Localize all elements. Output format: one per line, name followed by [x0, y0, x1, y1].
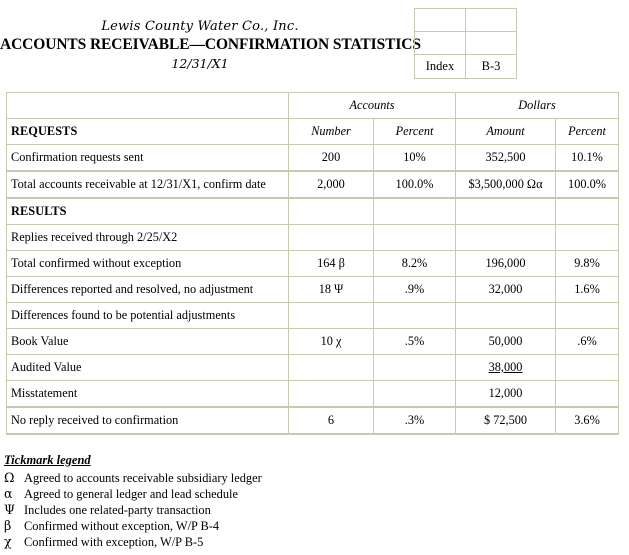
index-box-cell-3[interactable]	[415, 32, 466, 55]
row-dollars-percent	[556, 303, 619, 329]
table-row	[7, 355, 619, 381]
column-header-dollars-amount: Amount	[456, 119, 556, 145]
legend-entry	[4, 470, 424, 486]
table-row	[7, 171, 619, 198]
section-header-results: RESULTS	[7, 198, 289, 225]
row-accounts-number	[289, 381, 374, 408]
row-dollars-amount: 352,500	[456, 145, 556, 172]
index-value: B-3	[466, 55, 517, 79]
index-reference-box	[414, 8, 517, 79]
omega-tickmark-icon: Ω	[4, 470, 15, 485]
row-accounts-number	[289, 225, 374, 251]
table-row	[7, 198, 619, 225]
row-label: Total confirmed without exception	[7, 251, 289, 277]
row-accounts-number: 6	[289, 407, 374, 434]
row-dollars-amount: 196,000	[456, 251, 556, 277]
table-row	[7, 277, 619, 303]
document-date: 12/31/X1	[171, 56, 229, 71]
tickmark-legend-title: Tickmark legend	[4, 453, 91, 467]
table-row	[7, 303, 619, 329]
row-dollars-percent	[556, 381, 619, 408]
row-label: Differences found to be potential adjustments	[7, 303, 289, 329]
tickmark-legend	[4, 452, 424, 550]
psi-tickmark-icon: Ψ	[4, 502, 16, 517]
title-block	[0, 0, 421, 73]
row-accounts-number: 18 Ψ	[289, 277, 374, 303]
confirmation-statistics-table	[6, 92, 619, 435]
row-label: Replies received through 2/25/X2	[7, 225, 289, 251]
row-accounts-number	[289, 303, 374, 329]
row-dollars-amount: 38,000	[456, 355, 556, 381]
row-accounts-percent	[374, 225, 456, 251]
index-label: Index	[415, 55, 466, 79]
table-row	[7, 381, 619, 408]
table-row	[7, 225, 619, 251]
row-accounts-percent: 10%	[374, 145, 456, 172]
row-dollars-percent: 10.1%	[556, 145, 619, 172]
row-dollars-percent	[556, 225, 619, 251]
legend-entry-text: Agreed to accounts receivable subsidiary ledger	[24, 471, 262, 485]
row-accounts-number	[289, 198, 374, 225]
row-accounts-number: 200	[289, 145, 374, 172]
row-accounts-percent: .5%	[374, 329, 456, 355]
table-row	[7, 145, 619, 172]
row-accounts-percent: 100.0%	[374, 171, 456, 198]
company-name: Lewis County Water Co., Inc.	[101, 19, 299, 34]
row-label: No reply received to confirmation	[7, 407, 289, 434]
table-row	[7, 329, 619, 355]
beta-tickmark-icon: β	[4, 518, 12, 533]
table-column-header-row	[7, 119, 619, 145]
row-dollars-amount	[456, 198, 556, 225]
column-header-accounts-percent: Percent	[374, 119, 456, 145]
legend-entry-text: Confirmed with exception, W/P B-5	[24, 535, 204, 549]
row-label: Audited Value	[7, 355, 289, 381]
legend-entry	[4, 502, 424, 518]
row-accounts-percent: .3%	[374, 407, 456, 434]
row-dollars-amount: $ 72,500	[456, 407, 556, 434]
row-label: Confirmation requests sent	[7, 145, 289, 172]
index-box-cell-1[interactable]	[415, 9, 466, 32]
row-accounts-number: 10 χ	[289, 329, 374, 355]
row-dollars-amount: 12,000	[456, 381, 556, 408]
group-header-accounts: Accounts	[289, 93, 456, 119]
row-accounts-percent: 8.2%	[374, 251, 456, 277]
row-label: Misstatement	[7, 381, 289, 408]
group-header-blank	[7, 93, 289, 119]
row-dollars-percent: 100.0%	[556, 171, 619, 198]
row-dollars-amount	[456, 225, 556, 251]
legend-entry	[4, 534, 424, 550]
index-box-cell-4[interactable]	[466, 32, 517, 55]
alpha-tickmark-icon: α	[4, 486, 13, 501]
column-header-dollars-percent: Percent	[556, 119, 619, 145]
row-accounts-percent	[374, 381, 456, 408]
row-dollars-amount: $3,500,000 Ωα	[456, 171, 556, 198]
chi-tickmark-icon: χ	[4, 534, 12, 549]
row-accounts-percent	[374, 198, 456, 225]
row-dollars-percent: 3.6%	[556, 407, 619, 434]
document-title: ACCOUNTS RECEIVABLE—CONFIRMATION STATISTICS	[0, 36, 421, 53]
row-dollars-percent: 9.8%	[556, 251, 619, 277]
row-label: Book Value	[7, 329, 289, 355]
row-accounts-percent	[374, 355, 456, 381]
table-row	[7, 407, 619, 434]
column-header-accounts-number: Number	[289, 119, 374, 145]
row-dollars-percent: .6%	[556, 329, 619, 355]
row-label: Total accounts receivable at 12/31/X1, confirm date	[7, 171, 289, 198]
row-dollars-percent: 1.6%	[556, 277, 619, 303]
legend-entry	[4, 486, 424, 502]
index-box-row-2	[415, 32, 517, 55]
row-dollars-percent	[556, 198, 619, 225]
table-group-header-row	[7, 93, 619, 119]
document-header	[0, 0, 629, 88]
row-dollars-amount	[456, 303, 556, 329]
legend-entry	[4, 518, 424, 534]
row-accounts-percent	[374, 303, 456, 329]
group-header-dollars: Dollars	[456, 93, 619, 119]
row-accounts-number	[289, 355, 374, 381]
index-box-row-1	[415, 9, 517, 32]
row-accounts-number: 2,000	[289, 171, 374, 198]
table-row	[7, 251, 619, 277]
row-dollars-percent	[556, 355, 619, 381]
section-header-requests: REQUESTS	[7, 119, 289, 145]
row-accounts-number: 164 β	[289, 251, 374, 277]
row-accounts-percent: .9%	[374, 277, 456, 303]
index-box-cell-2[interactable]	[466, 9, 517, 32]
index-box-row-3	[415, 55, 517, 79]
row-label: Differences reported and resolved, no adjustment	[7, 277, 289, 303]
legend-entry-text: Includes one related-party transaction	[24, 503, 211, 517]
row-dollars-amount: 32,000	[456, 277, 556, 303]
legend-entry-text: Confirmed without exception, W/P B-4	[24, 519, 220, 533]
row-dollars-amount: 50,000	[456, 329, 556, 355]
legend-entry-text: Agreed to general ledger and lead schedule	[24, 487, 238, 501]
